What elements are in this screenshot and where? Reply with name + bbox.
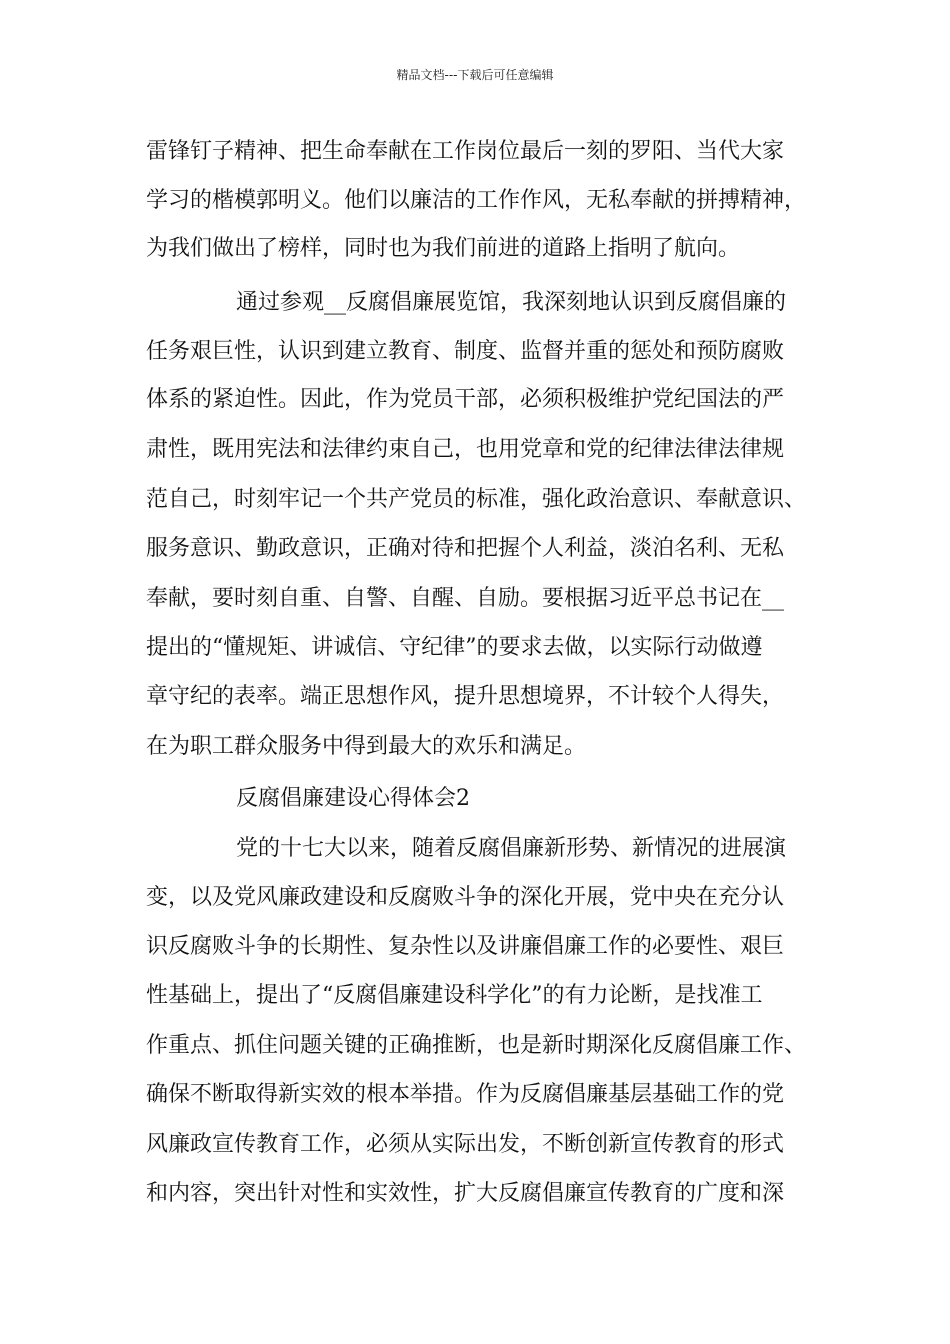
text-line: 作重点、抓住问题关键的正确推断，也是新时期深化反腐倡廉工作、 [146,1033,807,1058]
section-title: 反腐倡廉建设心得体会2 [236,786,470,811]
text-line: 变，以及党风廉政建设和反腐败斗争的深化开展，党中央在充分认 [146,885,785,910]
page-header: 精品文档---下载后可任意编辑 [396,68,554,82]
text-line: 雷锋钉子精神、把生命奉献在工作岗位最后一刻的罗阳、当代大家 [146,139,785,164]
text-line: 章守纪的表率。端正思想作风，提升思想境界，不计较个人得失， [146,684,785,709]
text-line: 在为职工群众服务中得到最大的欢乐和满足。 [146,734,587,759]
text-line: 服务意识、勤政意识，正确对待和把握个人利益，淡泊名利、无私 [146,536,785,561]
text-line: 为我们做出了榜样，同时也为我们前进的道路上指明了航向。 [146,236,741,261]
text-line: 性基础上，提出了“反腐倡廉建设科学化”的有力论断，是找准工 [146,983,763,1008]
text-line: 学习的楷模郭明义。他们以廉洁的工作作风，无私奉献的拼搏精神， [146,188,807,213]
paragraph-first-line: 通过参观__反腐倡廉展览馆，我深刻地认识到反腐倡廉的 [236,290,787,315]
text-line: 风廉政宣传教育工作，必须从实际出发，不断创新宣传教育的形式 [146,1132,785,1157]
text-line: 奉献，要时刻自重、自警、自醒、自励。要根据习近平总书记在__ [146,586,785,611]
text-line: 提出的“懂规矩、讲诚信、守纪律”的要求去做，以实际行动做遵 [146,635,763,660]
text-line: 任务艰巨性，认识到建立教育、制度、监督并重的惩处和预防腐败 [146,339,785,364]
text-line: 体系的紧迫性。因此，作为党员干部，必须积极维护党纪国法的严 [146,387,785,412]
text-line: 识反腐败斗争的长期性、复杂性以及讲廉倡廉工作的必要性、艰巨 [146,934,785,959]
text-line: 肃性，既用宪法和法律约束自己，也用党章和党的纪律法律法律规 [146,437,785,462]
text-line: 范自己，时刻牢记一个共产党员的标准，强化政治意识、奉献意识、 [146,487,807,512]
text-line: 确保不断取得新实效的根本举措。作为反腐倡廉基层基础工作的党 [146,1082,785,1107]
paragraph-first-line: 党的十七大以来，随着反腐倡廉新形势、新情况的进展演 [236,836,787,861]
text-line: 和内容，突出针对性和实效性，扩大反腐倡廉宣传教育的广度和深 [146,1181,785,1206]
